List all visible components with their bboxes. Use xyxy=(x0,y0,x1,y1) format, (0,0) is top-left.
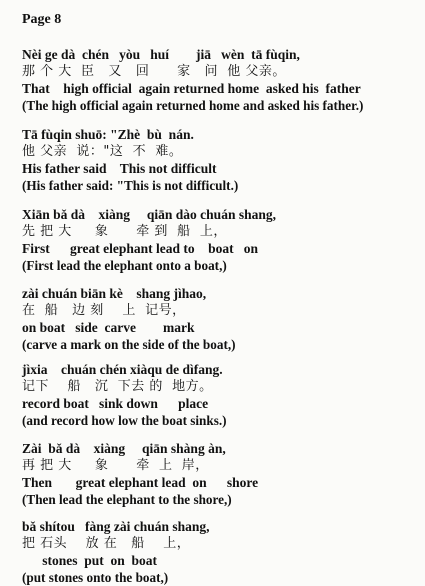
translation-line: (and record how low the boat sinks.) xyxy=(22,413,227,428)
translation-line: (His father said: "This is not difficult.) xyxy=(22,178,239,193)
pinyin-line: bǎ shítou fàng zài chuán shang, xyxy=(22,519,210,534)
stanza-3 xyxy=(22,206,417,274)
gloss-line: First great elephant lead to boat on xyxy=(22,241,258,256)
translation-line: (put stones onto the boat,) xyxy=(22,570,169,585)
translation-line: (The high official again returned home and asked his father.) xyxy=(22,98,364,113)
hanzi-line: 先 把 大 象 牵 到 船 上， xyxy=(22,224,227,239)
pinyin-line: Tā fùqin shuō: "Zhè bù nán. xyxy=(22,127,194,142)
hanzi-line: 那 个 大 臣 又 回 家 问 他 父亲。 xyxy=(22,64,286,79)
translation-line: (Then lead the elephant to the shore,) xyxy=(22,492,232,507)
stanza-6 xyxy=(22,440,417,508)
stanza-2 xyxy=(22,126,417,194)
pinyin-line: Nèi ge dà chén yòu huí jiā wèn tā fùqin, xyxy=(22,47,300,62)
pinyin-line: Zài bǎ dà xiàng qiān shàng àn, xyxy=(22,441,226,456)
translation-line: (carve a mark on the side of the boat,) xyxy=(22,337,236,352)
page-number: Page 8 xyxy=(22,12,62,27)
stanza-7 xyxy=(22,518,417,586)
hanzi-line: 在 船 边 刻 上 记号， xyxy=(22,303,186,318)
hanzi-line: 他 父亲 说："这 不 难。 xyxy=(22,144,183,159)
gloss-line: Then great elephant lead on shore xyxy=(22,475,259,490)
gloss-line: That high official again returned home asked his father xyxy=(22,81,361,96)
gloss-line: His father said This not difficult xyxy=(22,161,217,176)
stanza-5 xyxy=(22,361,417,429)
hanzi-line: 记下 船 沉 下去 的 地方。 xyxy=(22,379,213,394)
pinyin-line: jìxia chuán chén xiàqu de dìfang. xyxy=(22,362,223,377)
stanza-4 xyxy=(22,285,417,353)
pinyin-line: Xiān bǎ dà xiàng qiān dào chuán shang, xyxy=(22,207,276,222)
gloss-line: record boat sink down place xyxy=(22,396,209,411)
stanza-1 xyxy=(22,46,417,114)
translation-line: (First lead the elephant onto a boat,) xyxy=(22,258,227,273)
pinyin-line: zài chuán biān kè shang jìhao, xyxy=(22,286,207,301)
hanzi-line: 再 把 大 象 牵 上 岸， xyxy=(22,458,209,473)
gloss-line: on boat side carve mark xyxy=(22,320,195,335)
hanzi-line: 把 石头 放 在 船 上， xyxy=(22,536,191,551)
gloss-line: stones put on boat xyxy=(22,553,158,568)
